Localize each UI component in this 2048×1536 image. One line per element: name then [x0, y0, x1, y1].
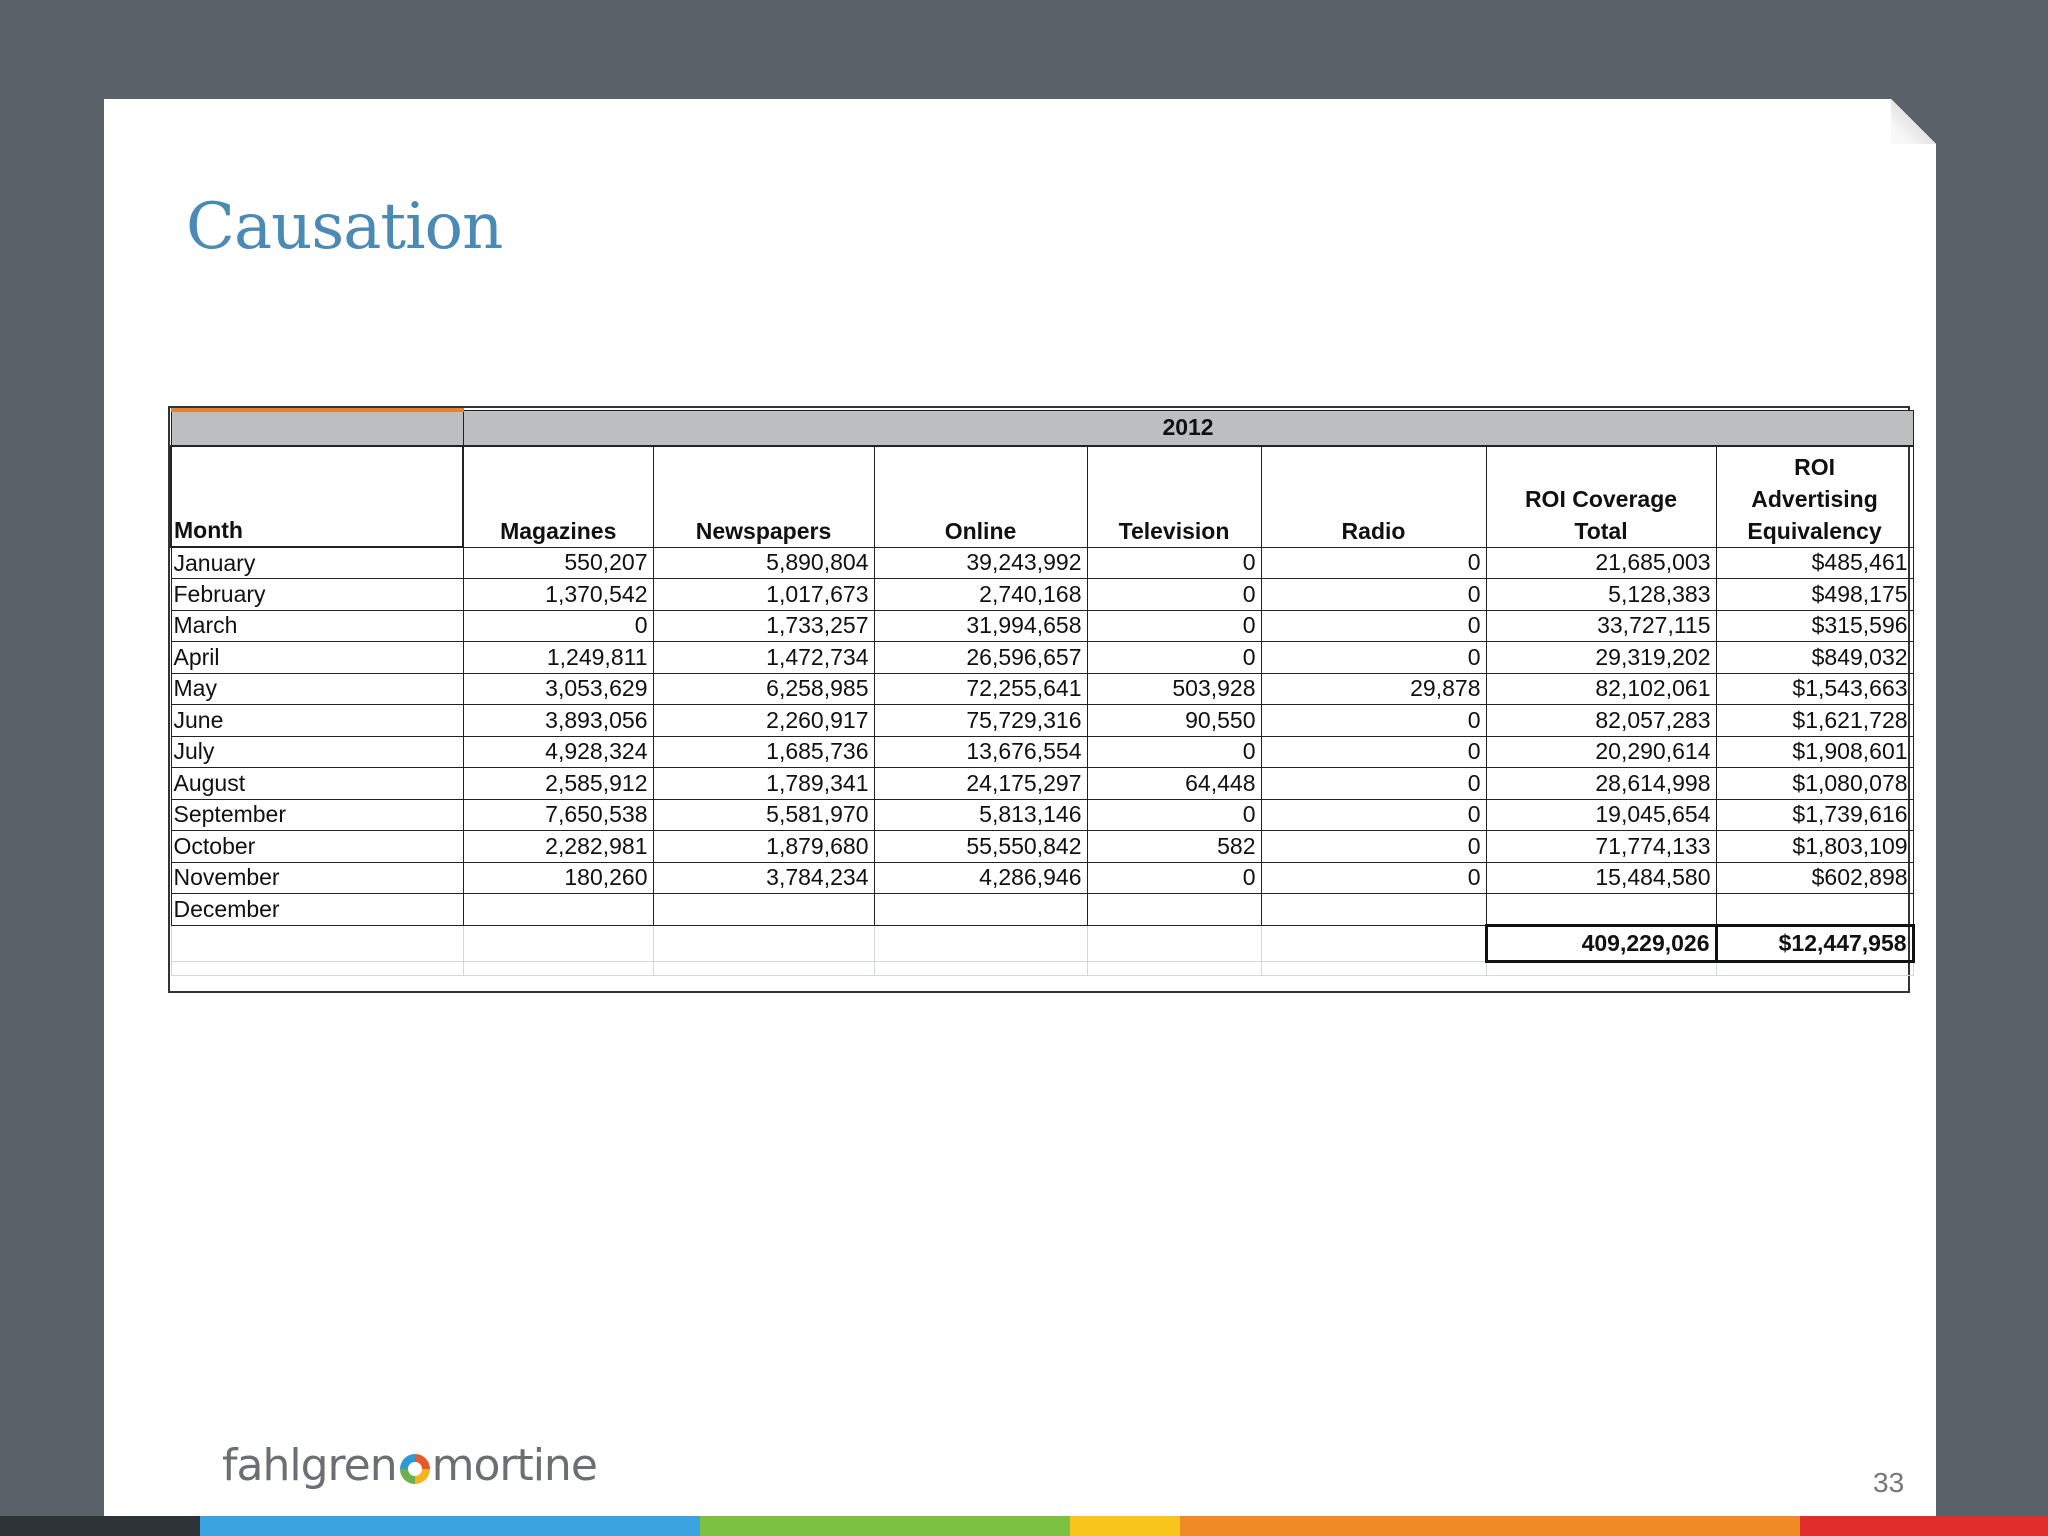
value-cell: 1,017,673: [653, 579, 874, 611]
table-row: [171, 862, 1913, 894]
value-cell: 0: [1261, 642, 1486, 674]
table-row: [171, 799, 1913, 831]
value-cell: $315,596: [1716, 610, 1913, 642]
value-cell: 0: [1261, 579, 1486, 611]
month-cell: April: [171, 642, 463, 674]
value-cell: [1486, 894, 1716, 926]
month-cell: September: [171, 799, 463, 831]
value-cell: $1,543,663: [1716, 673, 1913, 705]
table-row: [171, 673, 1913, 705]
value-cell: 2,282,981: [463, 831, 653, 863]
value-cell: 0: [463, 610, 653, 642]
value-cell: 0: [1087, 862, 1261, 894]
year-header-row: [171, 410, 1913, 446]
value-cell: [874, 894, 1087, 926]
table-row: [171, 768, 1913, 800]
value-cell: $1,080,078: [1716, 768, 1913, 800]
spreadsheet-table: [168, 406, 1910, 993]
value-cell: $498,175: [1716, 579, 1913, 611]
value-cell: 4,928,324: [463, 736, 653, 768]
header-television: Television: [1087, 446, 1261, 547]
value-cell: 15,484,580: [1486, 862, 1716, 894]
value-cell: 19,045,654: [1486, 799, 1716, 831]
value-cell: 5,890,804: [653, 547, 874, 579]
year-header-corner: [171, 410, 463, 446]
slide-title: Causation: [186, 190, 503, 264]
value-cell: 20,290,614: [1486, 736, 1716, 768]
month-cell: May: [171, 673, 463, 705]
value-cell: 21,685,003: [1486, 547, 1716, 579]
value-cell: 180,260: [463, 862, 653, 894]
value-cell: $1,739,616: [1716, 799, 1913, 831]
value-cell: [653, 894, 874, 926]
month-cell: November: [171, 862, 463, 894]
value-cell: 2,740,168: [874, 579, 1087, 611]
value-cell: 5,581,970: [653, 799, 874, 831]
value-cell: 5,813,146: [874, 799, 1087, 831]
value-cell: 7,650,538: [463, 799, 653, 831]
table-row: [171, 831, 1913, 863]
value-cell: 0: [1087, 736, 1261, 768]
page-curl: [1891, 99, 1936, 144]
value-cell: 29,878: [1261, 673, 1486, 705]
table-row: [171, 642, 1913, 674]
value-cell: 64,448: [1087, 768, 1261, 800]
header-magazines: Magazines: [463, 446, 653, 547]
month-cell: June: [171, 705, 463, 737]
year-header: 2012: [463, 410, 1913, 446]
blank-row: [171, 961, 1913, 975]
month-cell: August: [171, 768, 463, 800]
company-logo: fahlgren mortine: [222, 1440, 597, 1491]
value-cell: $485,461: [1716, 547, 1913, 579]
value-cell: $1,908,601: [1716, 736, 1913, 768]
month-cell: October: [171, 831, 463, 863]
value-cell: 82,102,061: [1486, 673, 1716, 705]
value-cell: 503,928: [1087, 673, 1261, 705]
value-cell: 0: [1087, 579, 1261, 611]
value-cell: 0: [1087, 799, 1261, 831]
value-cell: 1,789,341: [653, 768, 874, 800]
value-cell: [1087, 894, 1261, 926]
table-row: [171, 579, 1913, 611]
value-cell: $602,898: [1716, 862, 1913, 894]
value-cell: 3,893,056: [463, 705, 653, 737]
value-cell: 1,685,736: [653, 736, 874, 768]
value-cell: 0: [1261, 831, 1486, 863]
totals-row: [171, 925, 1913, 961]
value-cell: 1,733,257: [653, 610, 874, 642]
month-cell: July: [171, 736, 463, 768]
value-cell: 31,994,658: [874, 610, 1087, 642]
header-online: Online: [874, 446, 1087, 547]
logo-ring-icon: [400, 1454, 430, 1484]
value-cell: 4,286,946: [874, 862, 1087, 894]
value-cell: 26,596,657: [874, 642, 1087, 674]
value-cell: 29,319,202: [1486, 642, 1716, 674]
value-cell: 1,370,542: [463, 579, 653, 611]
column-header-row: [171, 446, 1913, 547]
value-cell: $849,032: [1716, 642, 1913, 674]
value-cell: 0: [1261, 736, 1486, 768]
value-cell: 71,774,133: [1486, 831, 1716, 863]
value-cell: 3,784,234: [653, 862, 874, 894]
month-cell: December: [171, 894, 463, 926]
value-cell: 28,614,998: [1486, 768, 1716, 800]
value-cell: 90,550: [1087, 705, 1261, 737]
value-cell: 5,128,383: [1486, 579, 1716, 611]
value-cell: 0: [1261, 768, 1486, 800]
table-row: [171, 610, 1913, 642]
month-cell: March: [171, 610, 463, 642]
value-cell: 0: [1261, 799, 1486, 831]
value-cell: [463, 894, 653, 926]
value-cell: 72,255,641: [874, 673, 1087, 705]
value-cell: 1,879,680: [653, 831, 874, 863]
value-cell: 82,057,283: [1486, 705, 1716, 737]
value-cell: 0: [1087, 610, 1261, 642]
header-radio: Radio: [1261, 446, 1486, 547]
value-cell: 2,260,917: [653, 705, 874, 737]
value-cell: 582: [1087, 831, 1261, 863]
value-cell: 2,585,912: [463, 768, 653, 800]
value-cell: 13,676,554: [874, 736, 1087, 768]
table-row: [171, 736, 1913, 768]
header-roi-coverage-total: ROI Coverage Total: [1486, 446, 1716, 547]
total-roi-coverage: 409,229,026: [1486, 925, 1716, 961]
value-cell: 550,207: [463, 547, 653, 579]
month-cell: February: [171, 579, 463, 611]
value-cell: 24,175,297: [874, 768, 1087, 800]
header-newspapers: Newspapers: [653, 446, 874, 547]
header-roi-advertising-equivalency: ROI Advertising Equivalency: [1716, 446, 1913, 547]
value-cell: 0: [1087, 642, 1261, 674]
value-cell: 0: [1087, 547, 1261, 579]
value-cell: $1,621,728: [1716, 705, 1913, 737]
table-row: [171, 705, 1913, 737]
value-cell: 0: [1261, 610, 1486, 642]
total-roi-advertising: $12,447,958: [1716, 925, 1913, 961]
value-cell: 0: [1261, 547, 1486, 579]
value-cell: 55,550,842: [874, 831, 1087, 863]
value-cell: 0: [1261, 862, 1486, 894]
value-cell: 39,243,992: [874, 547, 1087, 579]
value-cell: 0: [1261, 705, 1486, 737]
value-cell: 3,053,629: [463, 673, 653, 705]
value-cell: [1261, 894, 1486, 926]
header-month: Month: [171, 446, 463, 547]
value-cell: 1,472,734: [653, 642, 874, 674]
month-cell: January: [171, 547, 463, 579]
value-cell: 75,729,316: [874, 705, 1087, 737]
value-cell: 6,258,985: [653, 673, 874, 705]
value-cell: $1,803,109: [1716, 831, 1913, 863]
value-cell: [1716, 894, 1913, 926]
page-number: 33: [1873, 1467, 1905, 1498]
table-row: [171, 894, 1913, 926]
value-cell: 1,249,811: [463, 642, 653, 674]
value-cell: 33,727,115: [1486, 610, 1716, 642]
table-row: [171, 547, 1913, 579]
footer-color-bar: [0, 1516, 2048, 1536]
